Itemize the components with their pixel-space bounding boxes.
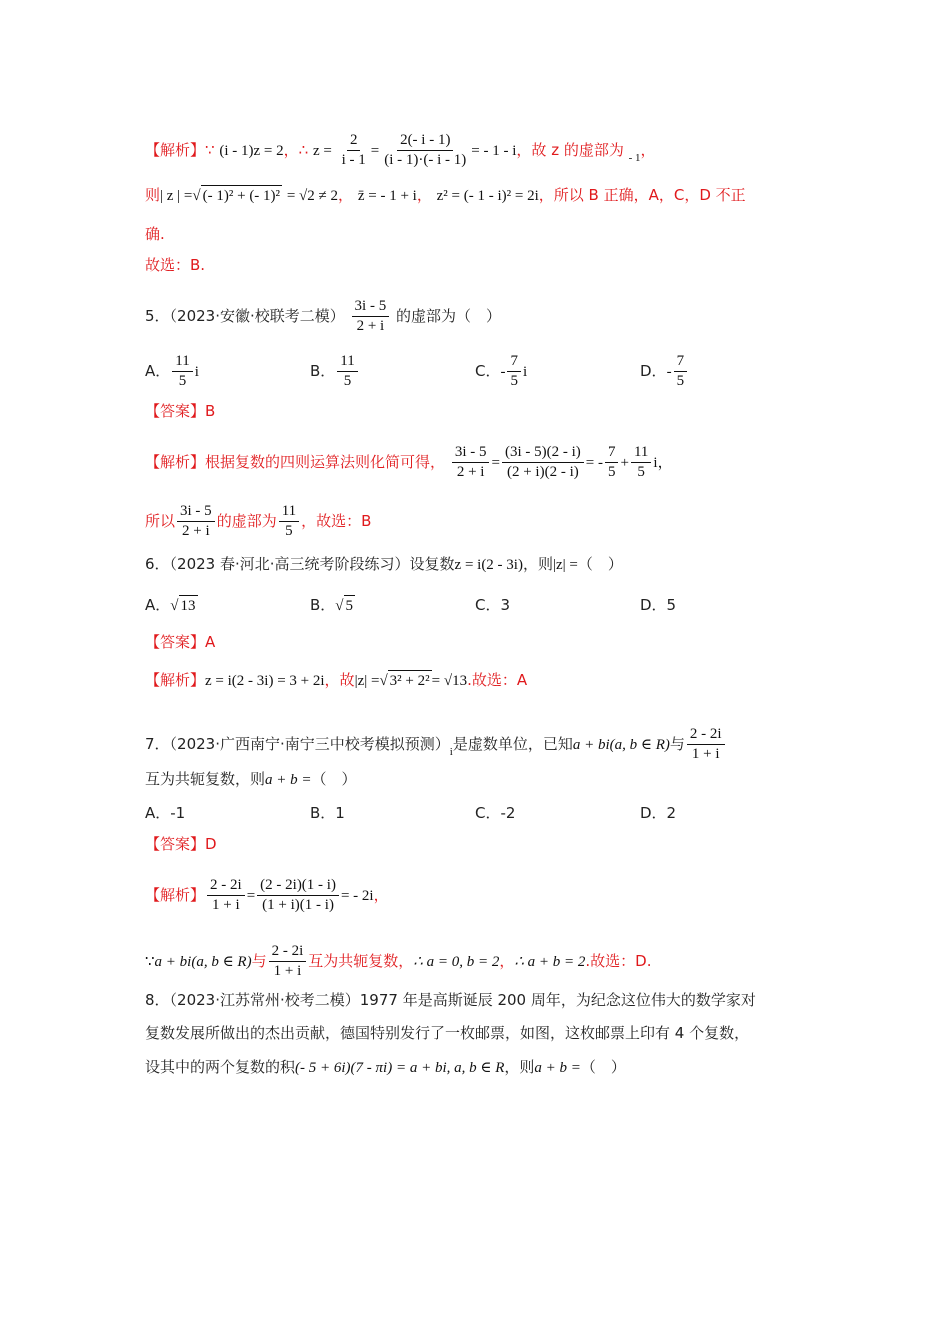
- equation: z̄ = - 1 + i: [357, 188, 417, 204]
- text: 与: [251, 952, 267, 970]
- fraction: [279, 502, 299, 541]
- radicand: 5: [344, 595, 356, 616]
- numerator: 7: [507, 352, 521, 372]
- denominator: (i - 1)·(- i - 1): [384, 152, 467, 168]
- fraction: [605, 443, 619, 482]
- sign: -: [666, 364, 672, 380]
- sqrt-symbol: √: [379, 673, 388, 689]
- question-number: 7．（2023·广西南宁·南宁三中校考模拟预测）: [145, 735, 450, 753]
- denominator: 2 + i: [356, 318, 385, 334]
- suffix: i: [522, 364, 528, 380]
- text: ，: [338, 186, 354, 204]
- q5-option-a: [145, 352, 199, 391]
- fraction: [337, 352, 357, 391]
- text: （ ）: [311, 770, 357, 788]
- q6-option-d: D．5: [640, 596, 677, 614]
- fraction: [631, 443, 651, 482]
- q5-analysis-line-1: [145, 443, 673, 482]
- q5-option-d: [640, 352, 689, 391]
- denominator: (2 + i)(2 - i): [506, 464, 579, 480]
- expression: a + bi(a, b ∈ R): [572, 737, 670, 753]
- expression: a + b =: [265, 772, 312, 788]
- equation: (i - 1)z = 2: [219, 143, 284, 159]
- q6-option-c: C．3: [475, 596, 511, 614]
- because-symbol: ∵: [145, 954, 155, 970]
- numerator: 11: [279, 502, 299, 522]
- text: 设其中的两个复数的积: [145, 1058, 296, 1076]
- sqrt-symbol: √: [335, 598, 344, 614]
- q7-option-d: D．2: [640, 804, 677, 822]
- expression: ∴ a + b = 2: [514, 954, 586, 970]
- analysis-tag: 【解析】: [145, 671, 206, 689]
- text: ，: [416, 186, 432, 204]
- q5-option-c: [475, 352, 527, 391]
- equation: |z| =: [354, 673, 380, 689]
- numerator: 7: [605, 443, 619, 463]
- equation: z = i(2 - 3i) = 3 + 2i: [205, 673, 325, 689]
- fraction: [177, 502, 215, 541]
- q7-stem-line-1: [145, 725, 727, 764]
- q6-analysis: [145, 670, 527, 691]
- text: （ ）: [577, 555, 623, 573]
- text: ，: [499, 952, 515, 970]
- analysis-tag: 【解析】: [145, 453, 206, 471]
- numerator: 2 - 2i: [207, 876, 245, 896]
- q8-stem-line-3: [145, 1057, 626, 1078]
- radicand: 13: [179, 595, 198, 616]
- option-label: B．: [310, 362, 336, 380]
- q8-stem-line-2: 复数发展所做出的杰出贡献，德国特别发行了一枚邮票，如图，这枚邮票上印有 4 个复数，: [145, 1024, 750, 1042]
- expression: ∴ a = 0, b = 2: [413, 954, 500, 970]
- because-symbol: ∵: [205, 141, 215, 159]
- numerator: 2 - 2i: [269, 942, 307, 962]
- text: ，故选：B: [301, 512, 372, 530]
- option-label: A．: [145, 596, 171, 614]
- option-label: C．: [475, 362, 501, 380]
- expression: a + b =: [534, 1060, 581, 1076]
- equation: = √13: [431, 673, 468, 689]
- q8-stem-line-1: 8．（2023·江苏常州·校考二模）1977 年是高斯诞辰 200 周年，为纪念这位伟大的数学家对: [145, 991, 756, 1009]
- numerator: 2: [347, 131, 361, 151]
- text: 互为共轭复数，则: [145, 770, 266, 788]
- plus: +: [620, 455, 629, 471]
- q6-answer: 【答案】A: [145, 633, 216, 651]
- option-label: B．: [310, 596, 336, 614]
- denominator: i - 1: [341, 152, 366, 168]
- denominator: 5: [178, 373, 187, 389]
- option-label: D．: [640, 362, 667, 380]
- q4-analysis-line-1: [145, 131, 656, 170]
- fraction: [339, 131, 369, 170]
- denominator: 5: [343, 373, 352, 389]
- question-number: 6．（2023 春·河北·高三统考阶段练习）设复数: [145, 555, 455, 573]
- equals: =: [246, 888, 256, 904]
- fraction: [502, 443, 584, 482]
- numerator: 3i - 5: [352, 297, 390, 317]
- text: ，所以 B 正确，A，C，D 不正: [538, 186, 746, 204]
- denominator: 5: [510, 373, 518, 389]
- q5-stem: [145, 297, 501, 336]
- fraction: [507, 352, 521, 391]
- denominator: 5: [637, 464, 645, 480]
- q5-answer: 【答案】B: [145, 402, 216, 420]
- text: 与: [669, 735, 685, 753]
- fraction: [207, 876, 245, 915]
- denominator: 1 + i: [691, 746, 720, 762]
- text: 所以: [145, 512, 176, 530]
- numerator: 11: [172, 352, 192, 372]
- numerator: 3i - 5: [452, 443, 490, 463]
- q6-option-a: [145, 595, 198, 616]
- fraction: [687, 725, 725, 764]
- equation: z² = (- 1 - i)² = 2i: [436, 188, 539, 204]
- text: ，则: [522, 555, 553, 573]
- equation: |z| =: [552, 557, 578, 573]
- sqrt-symbol: √: [170, 598, 179, 614]
- sign: -: [500, 364, 506, 380]
- sqrt-symbol: √: [192, 188, 201, 204]
- text: 是虚数单位，已知: [452, 735, 573, 753]
- text: ，故: [324, 671, 355, 689]
- numerator: 11: [631, 443, 651, 463]
- denominator: 5: [285, 523, 293, 539]
- q5-option-b: [310, 352, 360, 391]
- q4-analysis-line-2: [145, 185, 746, 206]
- expression: a + bi(a, b ∈ R): [154, 954, 252, 970]
- q7-analysis-line-1: [145, 876, 389, 915]
- denominator: 1 + i: [212, 897, 240, 913]
- equation: = -: [585, 455, 603, 471]
- equation: | z | =: [160, 188, 193, 204]
- numerator: 2 - 2i: [687, 725, 725, 745]
- fraction: [172, 352, 192, 391]
- text: 则: [145, 186, 161, 204]
- radicand: (- 1)² + (- 1)²: [201, 185, 282, 206]
- denominator: 2 + i: [456, 464, 485, 480]
- text: ，: [373, 886, 389, 904]
- analysis-tag: 【解析】: [145, 886, 206, 904]
- text: 根据复数的四则运算法则化简可得，: [205, 453, 446, 471]
- equation: = √2 ≠ 2: [286, 188, 339, 204]
- text: （ ）: [580, 1058, 626, 1076]
- numerator: 3i - 5: [177, 502, 215, 522]
- numerator: 7: [674, 352, 688, 372]
- denominator: (1 + i)(1 - i): [262, 897, 334, 913]
- fraction: [452, 443, 490, 482]
- denominator: 1 + i: [273, 963, 302, 979]
- q5-analysis-line-2: [145, 502, 371, 541]
- fraction: [269, 942, 307, 981]
- text: ，∴: [283, 141, 309, 159]
- equals: =: [491, 455, 500, 471]
- text: 互为共轭复数，: [308, 952, 414, 970]
- variable: i: [449, 746, 453, 758]
- q7-stem-line-2: [145, 769, 357, 790]
- fraction: [381, 131, 469, 170]
- equation: z = i(2 - 3i): [454, 557, 523, 573]
- suffix: i，: [653, 455, 673, 471]
- fraction: [352, 297, 390, 336]
- denominator: 2 + i: [182, 523, 210, 539]
- question-number: 5．（2023·安徽·校联考二模）: [145, 307, 345, 325]
- numerator: (2 - 2i)(1 - i): [257, 876, 339, 896]
- numerator: 11: [337, 352, 357, 372]
- q7-option-c: C．-2: [475, 804, 516, 822]
- option-label: A．: [145, 362, 171, 380]
- numerator: 2(- i - 1): [397, 131, 453, 151]
- q7-option-a: A．-1: [145, 804, 186, 822]
- q6-option-b: [310, 595, 355, 616]
- expression: (- 5 + 6i)(7 - πi) = a + bi, a, b ∈ R: [295, 1060, 505, 1076]
- numerator: (3i - 5)(2 - i): [502, 443, 584, 463]
- text: .故选：D.: [585, 952, 652, 970]
- value: - 1: [628, 152, 641, 164]
- text: ，则: [504, 1058, 535, 1076]
- suffix: i: [194, 364, 199, 380]
- text: 的虚部为（ ）: [396, 307, 502, 325]
- radicand: 3² + 2²: [388, 670, 432, 691]
- text: ，故 z 的虚部为: [516, 141, 624, 159]
- q6-stem: [145, 554, 623, 575]
- equation: = - 1 - i: [471, 143, 517, 159]
- text: 的虚部为: [216, 512, 277, 530]
- text: .故选：A: [467, 671, 528, 689]
- denominator: 5: [676, 373, 685, 389]
- equation: z =: [312, 143, 332, 159]
- text: ，: [640, 141, 656, 159]
- equals: =: [370, 143, 380, 159]
- q4-choice: 故选：B.: [145, 256, 206, 274]
- fraction: [257, 876, 339, 915]
- fraction: [674, 352, 688, 391]
- analysis-tag: 【解析】: [145, 141, 206, 159]
- q4-analysis-line-3: 确.: [145, 225, 165, 243]
- q7-option-b: B．1: [310, 804, 345, 822]
- q7-analysis-line-2: [145, 942, 652, 981]
- equation: = - 2i: [340, 888, 374, 904]
- q7-answer: 【答案】D: [145, 835, 217, 853]
- denominator: 5: [607, 464, 616, 480]
